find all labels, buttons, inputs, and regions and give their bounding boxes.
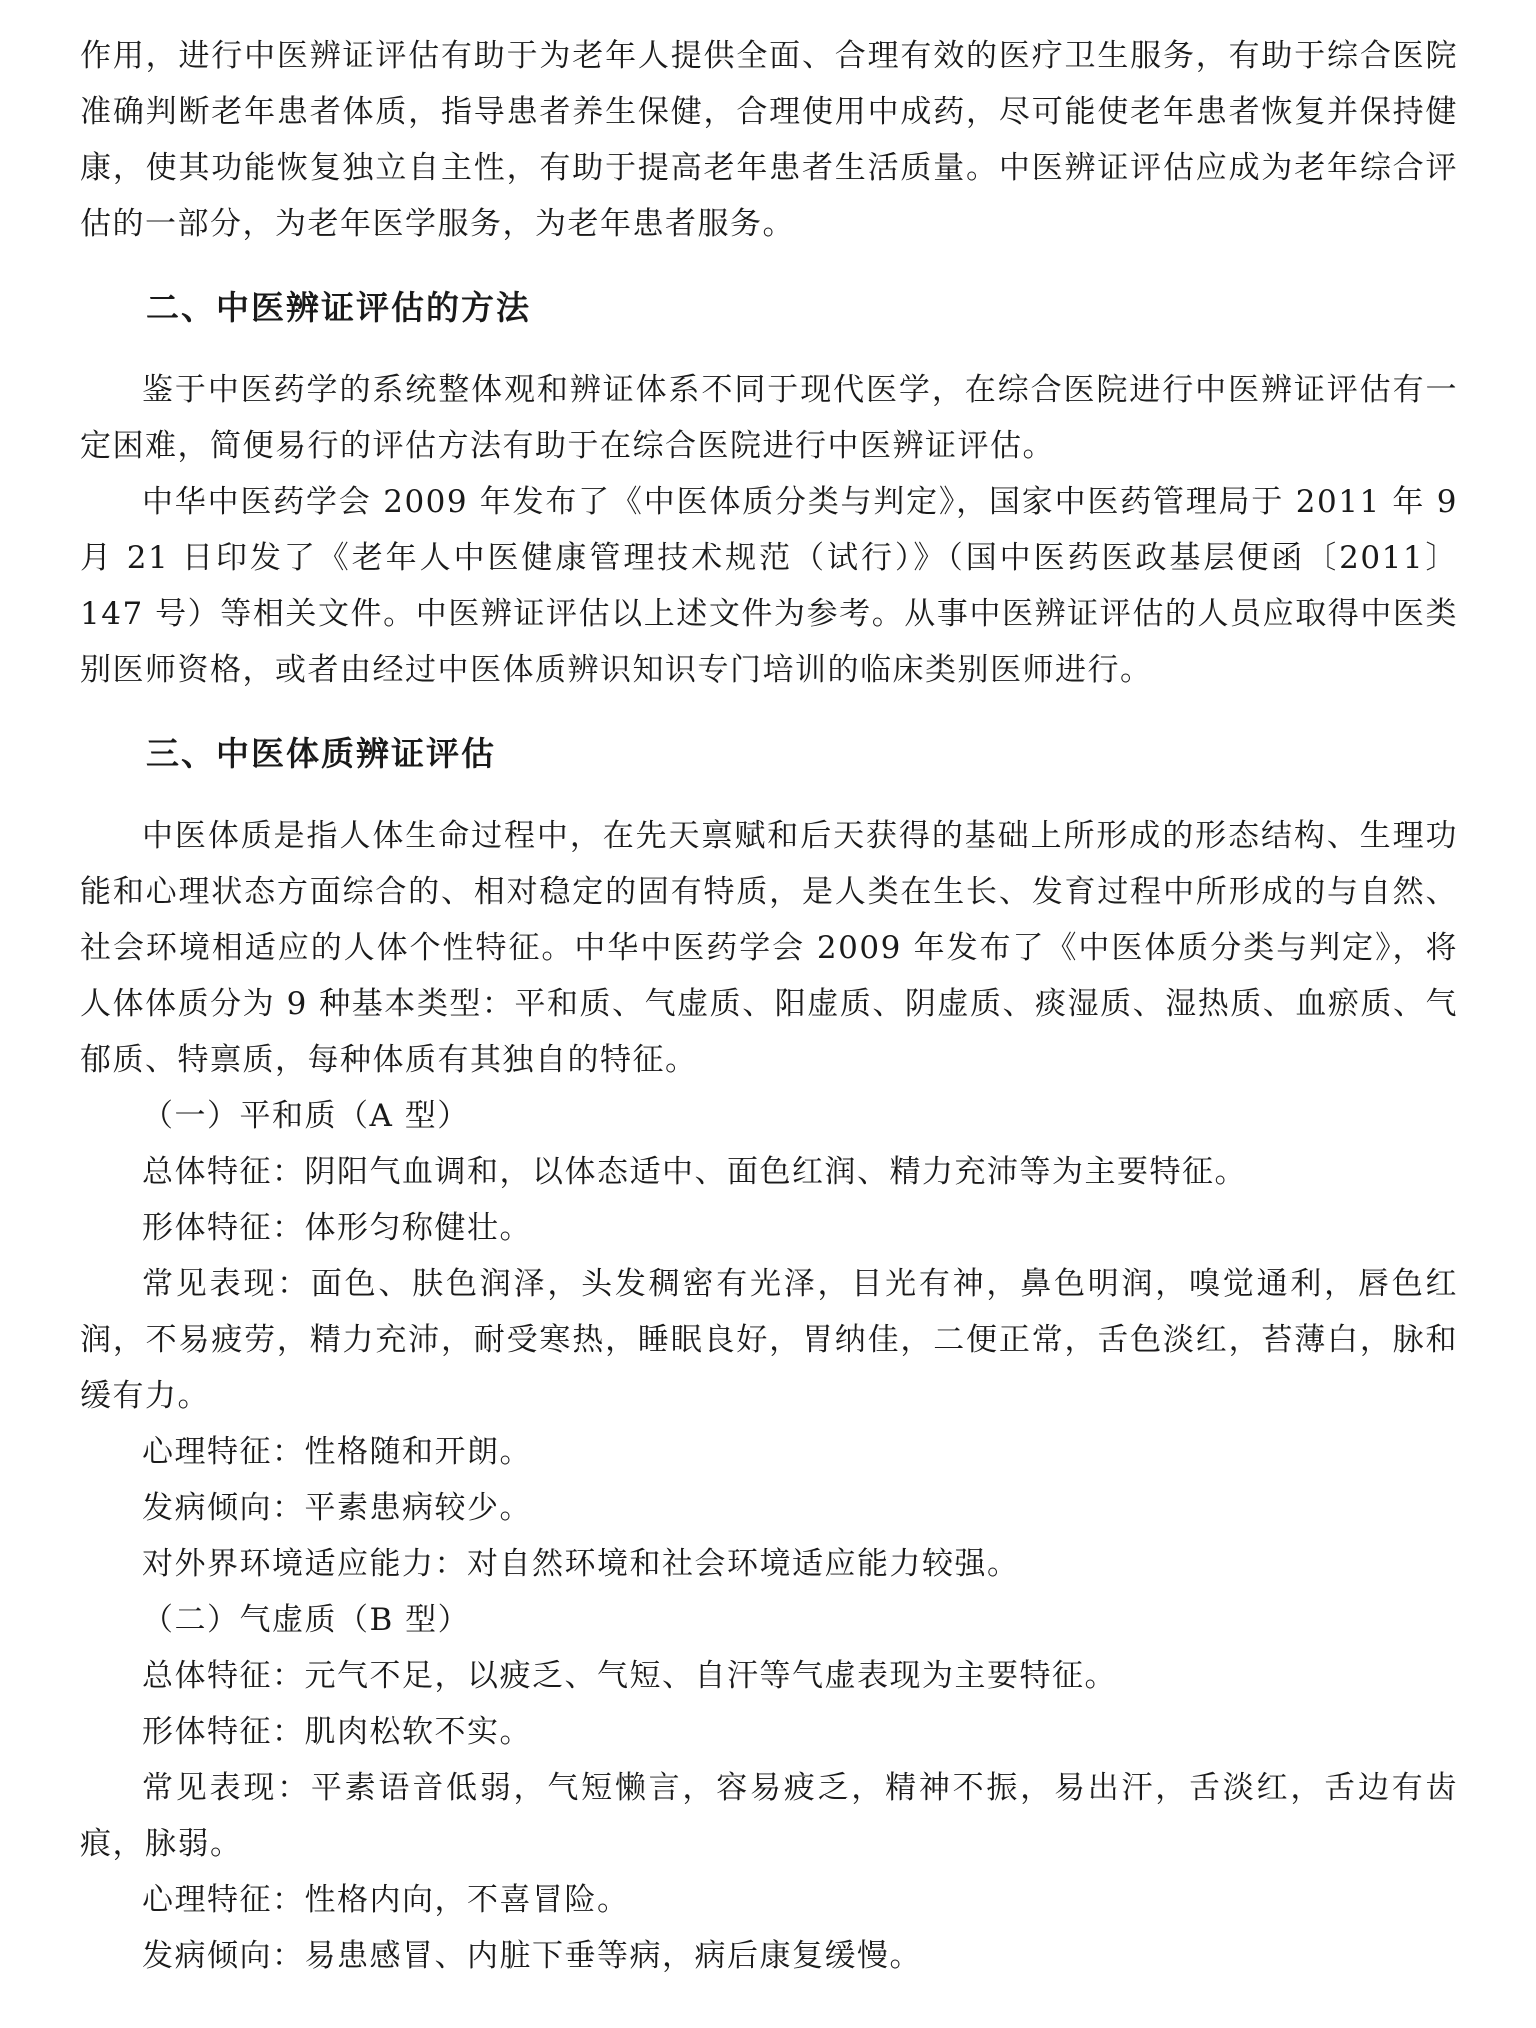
spacer bbox=[80, 782, 1458, 808]
type-a-psychological-features: 心理特征：性格随和开朗。 bbox=[142, 1434, 532, 1470]
type-b-title: （二）气虚质（B 型） bbox=[142, 1602, 471, 1638]
type-a-body-features: 形体特征：体形匀称健壮。 bbox=[142, 1210, 532, 1246]
type-a-general-features: 总体特征：阴阳气血调和，以体态适中、面色红润、精力充沛等为主要特征。 bbox=[142, 1154, 1247, 1190]
intro-paragraph: 作用，进行中医辨证评估有助于为老年人提供全面、合理有效的医疗卫生服务，有助于综合医院准确判断老年患者体质，指导患者养生保健，合理使用中成药，尽可能使老年患者恢复并保持健康，使其功能恢复独立自主性，有助于提高老年患者生活质量。中医辨证评估应成为老年综合评估的一部分，为老年医学服务，为老年患者服务。 bbox=[80, 38, 1458, 242]
constitution-intro-paragraph: 中医体质是指人体生命过程中，在先天禀赋和后天获得的基础上所形成的形态结构、生理功能和心理状态方面综合的、相对稳定的固有特质，是人类在生长、发育过程中所形成的与自然、社会环境相适应的人体个性特征。中华中医药学会 2009 年发布了《中医体质分类与判定》，将人体体质分为 9 种基本类型：平和质、气虚质、阳虚质、阴虚质、痰湿质、湿热质、血瘀质、气郁质、特禀质，每种体质有其独自的特征。 bbox=[80, 818, 1458, 1078]
type-a-disease-tendency: 发病倾向：平素患病较少。 bbox=[142, 1490, 532, 1526]
spacer bbox=[80, 252, 1458, 280]
type-b-general-features: 总体特征：元气不足，以疲乏、气短、自汗等气虚表现为主要特征。 bbox=[142, 1658, 1117, 1694]
type-b-body-features: 形体特征：肌肉松软不实。 bbox=[142, 1714, 532, 1750]
type-a-adaptability: 对外界环境适应能力：对自然环境和社会环境适应能力较强。 bbox=[142, 1546, 1020, 1582]
type-b-disease-tendency: 发病倾向：易患感冒、内脏下垂等病，病后康复缓慢。 bbox=[142, 1938, 922, 1974]
section-heading-constitution: 三、中医体质辨证评估 bbox=[146, 734, 496, 773]
document-page bbox=[80, 28, 1458, 1984]
section-heading-methods: 二、中医辨证评估的方法 bbox=[146, 288, 531, 327]
type-a-title: （一）平和质（A 型） bbox=[142, 1098, 470, 1134]
methods-paragraph-1: 鉴于中医药学的系统整体观和辨证体系不同于现代医学，在综合医院进行中医辨证评估有一定困难，简便易行的评估方法有助于在综合医院进行中医辨证评估。 bbox=[80, 372, 1458, 464]
type-b-psychological-features: 心理特征：性格内向，不喜冒险。 bbox=[142, 1882, 630, 1918]
spacer bbox=[80, 698, 1458, 726]
methods-paragraph-2: 中华中医药学会 2009 年发布了《中医体质分类与判定》，国家中医药管理局于 2011 年 9 月 21 日印发了《老年人中医健康管理技术规范（试行）》（国中医药医政基层便函〔2011〕147 号）等相关文件。中医辨证评估以上述文件为参考。从事中医辨证评估的人员应取得中医类别医师资格，或者由经过中医体质辨识知识专门培训的临床类别医师进行。 bbox=[80, 484, 1458, 688]
type-b-common-signs: 常见表现：平素语音低弱，气短懒言，容易疲乏，精神不振，易出汗，舌淡红，舌边有齿痕，脉弱。 bbox=[80, 1770, 1458, 1862]
type-a-common-signs: 常见表现：面色、肤色润泽，头发稠密有光泽，目光有神，鼻色明润，嗅觉通利，唇色红润，不易疲劳，精力充沛，耐受寒热，睡眠良好，胃纳佳，二便正常，舌色淡红，苔薄白，脉和缓有力。 bbox=[80, 1266, 1458, 1414]
spacer bbox=[80, 336, 1458, 362]
